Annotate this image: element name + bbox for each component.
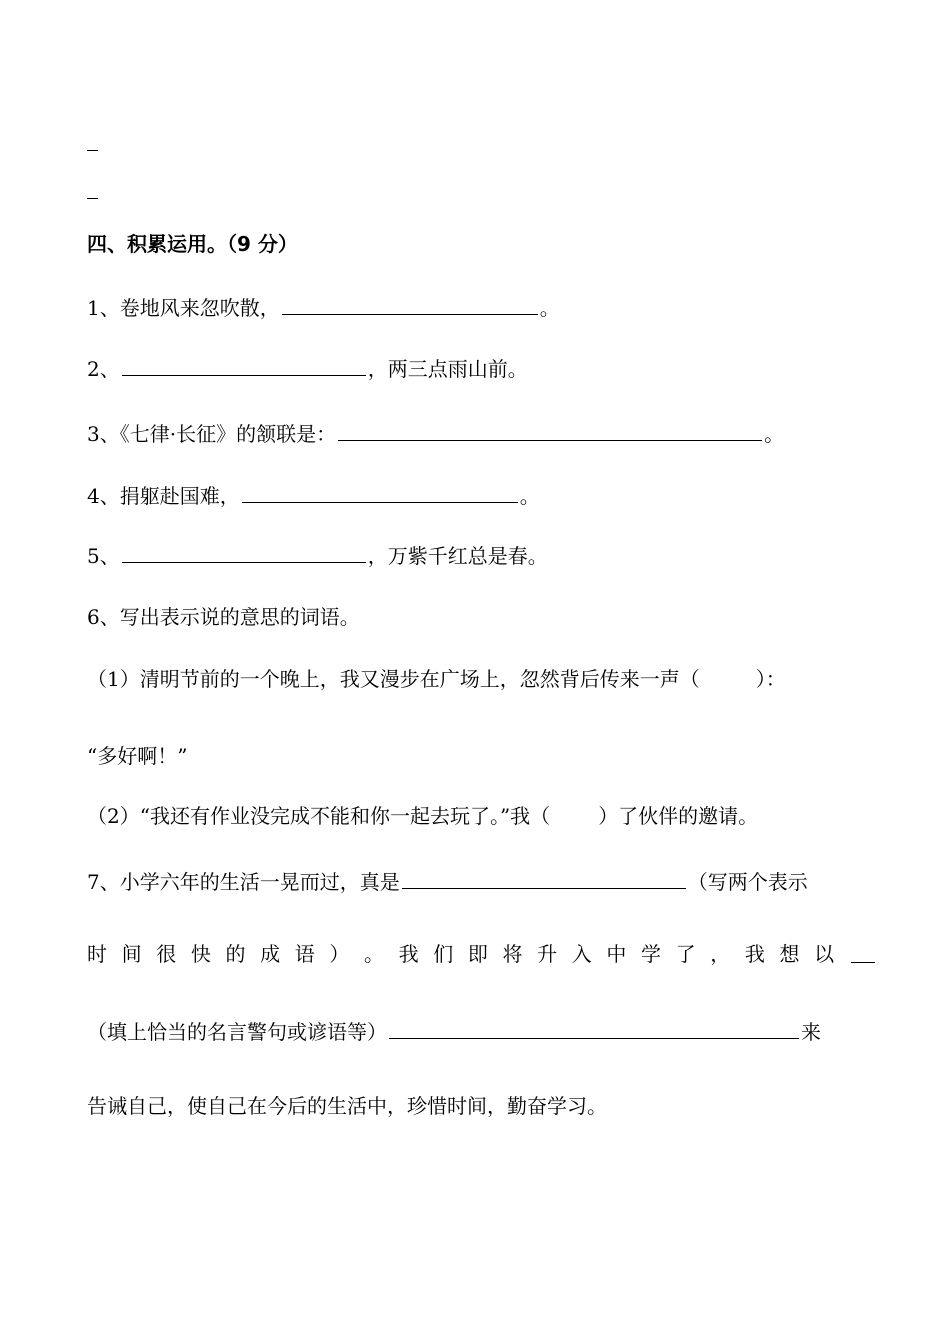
question-3-suffix: 。	[764, 422, 785, 446]
answer-blank-3[interactable]	[338, 418, 762, 441]
q7-char: 学	[641, 942, 661, 966]
question-6-sub-1-before: （1）清明节前的一个晚上，我又漫步在广场上，忽然背后传来一声（	[87, 667, 700, 691]
question-4-suffix: 。	[519, 484, 540, 508]
question-7-line-1	[87, 866, 808, 896]
question-7-line-3	[87, 1016, 821, 1046]
q7-char: 语	[294, 942, 315, 966]
answer-blank-1[interactable]	[282, 292, 538, 315]
q7-char: ，	[710, 942, 731, 966]
question-5-prefix: 5、	[87, 544, 120, 568]
q7-char: 我	[398, 942, 419, 966]
q7-char: ）	[329, 942, 350, 966]
section-heading: 四、积累运用。（9 分）	[87, 232, 298, 256]
q7-char: 。	[364, 942, 384, 966]
q7-char: 将	[502, 942, 523, 966]
question-7-line-4: 告诫自己，使自己在今后的生活中，珍惜时间，勤奋学习。	[87, 1094, 607, 1118]
answer-blank-5[interactable]	[122, 540, 366, 563]
question-1-suffix: 。	[539, 296, 560, 320]
q7-char: 们	[433, 942, 454, 966]
question-6-sub-2-before: （2）“我还有作业没完成不能和你一起去玩了。”我（	[87, 804, 551, 828]
q7-char: 升	[537, 942, 558, 966]
question-6-sub-2	[87, 802, 758, 830]
dash-mark-2	[87, 198, 98, 199]
answer-blank-7b[interactable]	[851, 940, 875, 963]
q7-char: 想	[779, 942, 800, 966]
q7-char: 的	[225, 942, 246, 966]
q7-char: 间	[121, 942, 142, 966]
answer-blank-4[interactable]	[242, 480, 518, 503]
q7-char: 快	[190, 942, 211, 966]
answer-blank-7c[interactable]	[389, 1016, 799, 1039]
q7-char: 即	[467, 942, 488, 966]
question-2	[87, 353, 528, 383]
q7-char: 时	[87, 942, 107, 966]
question-5-suffix: ，万紫千红总是春。	[367, 544, 548, 568]
q7-char: 我	[744, 942, 765, 966]
question-6-sub-1	[87, 665, 786, 693]
question-7-line-2	[87, 940, 877, 968]
question-4	[87, 480, 540, 510]
answer-blank-2[interactable]	[122, 353, 366, 376]
question-3	[87, 418, 784, 448]
question-2-suffix: ，两三点雨山前。	[367, 357, 528, 381]
answer-blank-7a[interactable]	[402, 866, 686, 889]
dash-mark-1	[87, 150, 98, 151]
q7-char: 了	[675, 942, 696, 966]
question-5	[87, 540, 548, 570]
question-6-prompt: 6、写出表示说的意思的词语。	[87, 605, 360, 629]
question-7-line-3-prefix: （填上恰当的名言警句或谚语等）	[87, 1020, 387, 1044]
q7-char: 很	[156, 942, 177, 966]
q7-char: 成	[260, 942, 281, 966]
q7-char: 入	[571, 942, 592, 966]
question-7-line-1-prefix: 7、小学六年的生活一晃而过，真是	[87, 870, 400, 894]
question-1	[87, 292, 560, 322]
question-7-line-1-suffix: （写两个表示	[687, 870, 808, 894]
q7-char: 中	[606, 942, 627, 966]
question-6-sub-1-quote: “多好啊！”	[87, 744, 188, 768]
question-4-prefix: 4、捐躯赴国难，	[87, 484, 240, 508]
question-7-line-3-suffix: 来	[801, 1020, 821, 1044]
question-6-sub-2-after: ）了伙伴的邀请。	[598, 804, 759, 828]
question-3-prefix: 3、《七律·长征》的颔联是：	[87, 422, 337, 446]
question-1-prefix: 1、卷地风来忽吹散，	[87, 296, 280, 320]
question-2-prefix: 2、	[87, 357, 120, 381]
q7-char: 以	[814, 942, 835, 966]
question-6-sub-1-after: ）：	[755, 667, 786, 691]
